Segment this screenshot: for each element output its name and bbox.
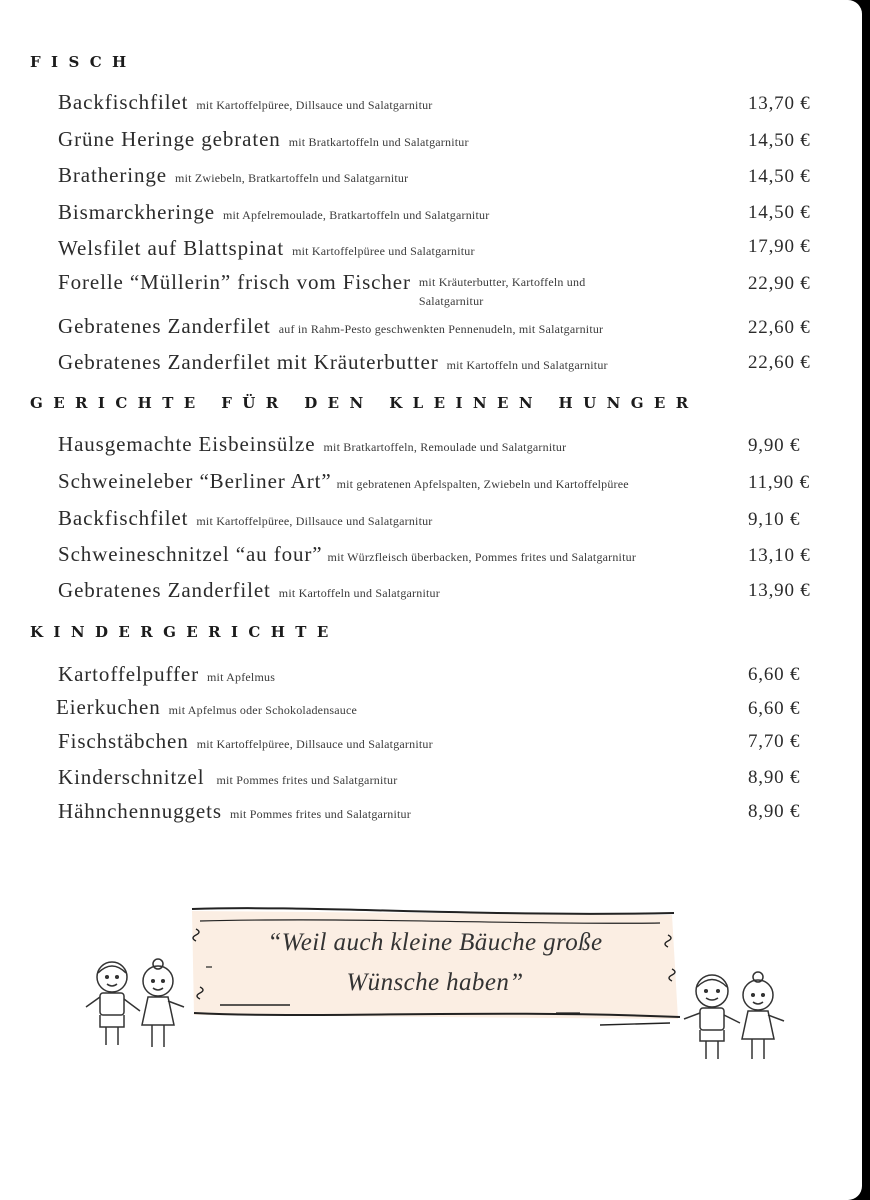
dish-price: 7,70 € xyxy=(748,731,801,752)
dish-description: mit Apfelmus xyxy=(207,670,276,684)
dish-description: mit gebratenen Apfelspalten, Zwiebeln und Kartoffelpüree xyxy=(336,477,629,491)
menu-item xyxy=(58,662,738,687)
menu-item xyxy=(58,236,738,261)
dish-description: mit Würzfleisch überbacken, Pommes frites und Salatgarnitur xyxy=(327,550,637,564)
dish-name: Fischstäbchen xyxy=(58,729,189,753)
menu-item xyxy=(58,200,738,225)
quote-line: “Weil auch kleine Bäuche große xyxy=(267,929,603,956)
dish-name: Schweineschnitzel “au four” xyxy=(58,542,323,566)
dish-description: mit Kartoffeln und Salatgarnitur xyxy=(446,358,608,372)
dish-price: 9,90 € xyxy=(748,435,801,456)
dish-name: Kartoffelpuffer xyxy=(58,662,199,686)
section-heading-kindergerichte: KINDERGERICHTE xyxy=(30,623,339,641)
dish-price: 8,90 € xyxy=(748,767,801,788)
children-holding-hands-icon xyxy=(684,972,784,1059)
menu-item xyxy=(58,432,738,457)
dish-description: mit Bratkartoffeln, Remoulade und Salatgarnitur xyxy=(323,440,567,454)
menu-item xyxy=(58,765,738,790)
dish-name: Schweineleber “Berliner Art” xyxy=(58,469,332,493)
menu-item xyxy=(58,506,738,531)
dish-description: mit Pommes frites und Salatgarnitur xyxy=(216,773,398,787)
dish-price: 22,90 € xyxy=(748,273,811,294)
menu-item xyxy=(58,469,748,494)
menu-item xyxy=(58,90,738,115)
dish-price: 22,60 € xyxy=(748,352,811,373)
dish-price: 13,70 € xyxy=(748,93,811,114)
dish-name: Gebratenes Zanderfilet xyxy=(58,314,271,338)
menu-item xyxy=(58,542,748,567)
menu-item xyxy=(58,729,738,754)
children-holding-hands-icon xyxy=(86,959,184,1047)
dish-name: Hausgemachte Eisbeinsülze xyxy=(58,432,316,456)
dish-description: mit Kartoffeln und Salatgarnitur xyxy=(278,586,440,600)
dish-description: mit Kartoffelpüree, Dillsauce und Salatgarnitur xyxy=(196,98,433,112)
section-heading-kleiner-hunger: GERICHTE FÜR DEN KLEINEN HUNGER xyxy=(30,394,699,412)
dish-description: mit Apfelmus oder Schokoladensauce xyxy=(168,703,358,717)
dish-name: Eierkuchen xyxy=(56,695,161,719)
quote-line: Wünsche haben” xyxy=(346,969,524,996)
dish-price: 14,50 € xyxy=(748,166,811,187)
dish-name: Backfischfilet xyxy=(58,90,189,114)
menu-item xyxy=(58,350,738,375)
dish-description: mit Kartoffelpüree und Salatgarnitur xyxy=(292,244,475,258)
dish-price: 8,90 € xyxy=(748,801,801,822)
dish-description: mit Kräuterbutter, Kartoffeln und Salatgarnitur xyxy=(418,275,586,308)
dish-description: mit Bratkartoffeln und Salatgarnitur xyxy=(288,135,469,149)
dish-name: Welsfilet auf Blattspinat xyxy=(58,236,285,260)
dish-name: Gebratenes Zanderfilet mit Kräuterbutter xyxy=(58,350,439,374)
menu-item xyxy=(58,127,738,152)
dish-description: mit Kartoffelpüree, Dillsauce und Salatgarnitur xyxy=(196,737,433,751)
dish-description: mit Kartoffelpüree, Dillsauce und Salatgarnitur xyxy=(196,514,433,528)
section-heading-fisch: FISCH xyxy=(30,53,137,71)
menu-item xyxy=(58,163,738,188)
dish-price: 6,60 € xyxy=(748,664,801,685)
dish-description: auf in Rahm-Pesto geschwenkten Pennenudeln, mit Salatgarnitur xyxy=(278,322,604,336)
dish-name: Grüne Heringe gebraten xyxy=(58,127,281,151)
dish-price: 11,90 € xyxy=(748,472,810,493)
menu-item xyxy=(58,270,738,311)
menu-item xyxy=(58,314,738,339)
menu-item xyxy=(58,799,738,824)
dish-name: Backfischfilet xyxy=(58,506,189,530)
dish-name: Gebratenes Zanderfilet xyxy=(58,578,271,602)
dish-price: 17,90 € xyxy=(748,236,811,257)
dish-description: mit Zwiebeln, Bratkartoffeln und Salatgarnitur xyxy=(175,171,409,185)
dish-price: 13,10 € xyxy=(748,545,811,566)
dish-price: 14,50 € xyxy=(748,130,811,151)
dish-name: Bratheringe xyxy=(58,163,168,187)
menu-item xyxy=(58,578,738,603)
menu-item xyxy=(56,695,736,720)
dish-name: Forelle “Müllerin” frisch vom Fischer xyxy=(58,270,411,294)
dish-name: Hähnchennuggets xyxy=(58,799,222,823)
dish-description: mit Pommes frites und Salatgarnitur xyxy=(229,807,411,821)
dish-name: Bismarckheringe xyxy=(58,200,215,224)
dish-name: Kinderschnitzel xyxy=(58,765,205,789)
dish-price: 9,10 € xyxy=(748,509,801,530)
dish-price: 14,50 € xyxy=(748,202,811,223)
dish-price: 13,90 € xyxy=(748,580,811,601)
dish-price: 22,60 € xyxy=(748,317,811,338)
dish-price: 6,60 € xyxy=(748,698,801,719)
dish-description: mit Apfelremoulade, Bratkartoffeln und Salatgarnitur xyxy=(222,208,490,222)
banner-quote xyxy=(190,923,680,1003)
